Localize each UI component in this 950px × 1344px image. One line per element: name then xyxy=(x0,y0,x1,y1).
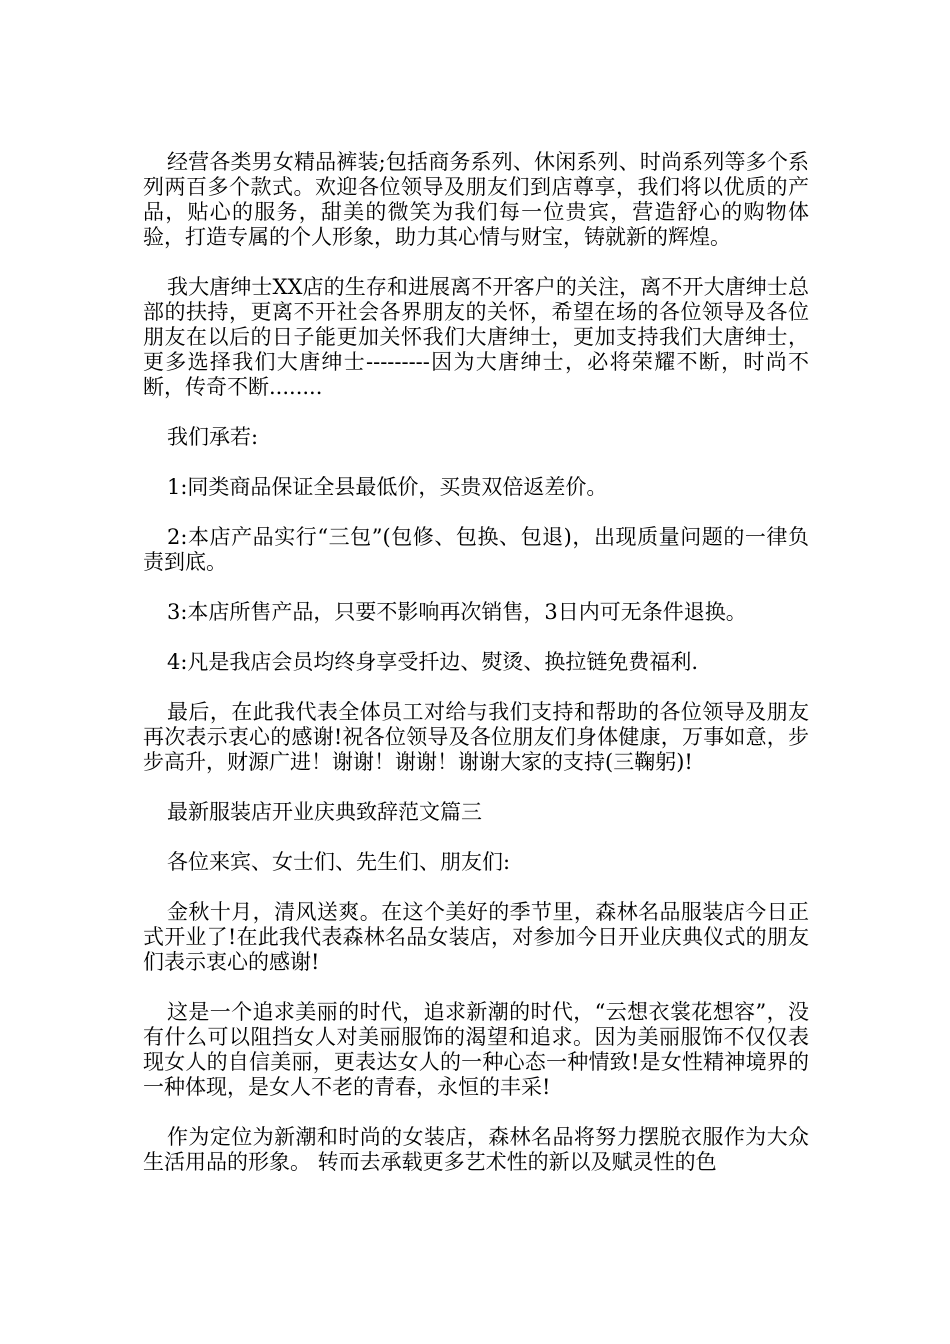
paragraph-closing-thanks: 最后，在此我代表全体员工对给与我们支持和帮助的各位领导及朋友再次表示衷心的感谢!祝各位领导及各位朋友们身体健康，万事如意，步步高升，财源广进！谢谢！谢谢！谢谢大家的支持(三鞠躬)! xyxy=(143,700,809,774)
document-body xyxy=(143,150,809,1200)
paragraph-promise-heading: 我们承若: xyxy=(167,425,259,449)
section-heading: 最新服装店开业庆典致辞范文篇三 xyxy=(167,800,482,824)
paragraph-promise-2: 2:本店产品实行“三包”(包修、包换、包退)，出现质量问题的一律负责到底。 xyxy=(143,525,809,574)
paragraph-store-development: 我大唐绅士XX店的生存和进展离不开客户的关注，离不开大唐绅士总部的扶持，更离不开社会各界朋友的关怀，希望在场的各位领导及各位朋友在以后的日子能更加关怀我们大唐绅士，更加支持我们大唐绅士，更多选择我们大唐绅士---------因为大唐绅士，必将荣耀不断，时尚不断，传奇不断........ xyxy=(143,275,809,399)
paragraph-beauty-era: 这是一个追求美丽的时代，追求新潮的时代，“云想衣裳花想容”，没有什么可以阻挡女人对美丽服饰的渴望和追求。因为美丽服饰不仅仅表现女人的自信美丽，更表达女人的一种心态一种情致!是女性精神境界的一种体现，是女人不老的青春，永恒的丰采! xyxy=(143,1000,809,1099)
paragraph-intro-business: 经营各类男女精品裤装;包括商务系列、休闲系列、时尚系列等多个系列两百多个款式。欢迎各位领导及朋友们到店尊享，我们将以优质的产品，贴心的服务，甜美的微笑为我们每一位贵宾，营造舒心的购物体验，打造专属的个人形象，助力其心情与财宝，铸就新的辉煌。 xyxy=(143,150,809,249)
paragraph-promise-4: 4:凡是我店会员均终身享受扦边、熨烫、换拉链免费福利. xyxy=(167,650,699,674)
paragraph-promise-3: 3:本店所售产品，只要不影响再次销售，3日内可无条件退换。 xyxy=(167,600,747,624)
paragraph-positioning: 作为定位为新潮和时尚的女装店，森林名品将努力摆脱衣服作为大众生活用品的形象。 转而去承载更多艺术性的新以及赋灵性的色 xyxy=(143,1125,809,1174)
paragraph-salutation: 各位来宾、女士们、先生们、朋友们: xyxy=(167,850,511,874)
paragraph-opening: 金秋十月，清风送爽。在这个美好的季节里，森林名品服装店今日正式开业了!在此我代表森林名品女装店，对参加今日开业庆典仪式的朋友们表示衷心的感谢! xyxy=(143,900,809,974)
paragraph-promise-1: 1:同类商品保证全县最低价，买贵双倍返差价。 xyxy=(167,475,608,499)
